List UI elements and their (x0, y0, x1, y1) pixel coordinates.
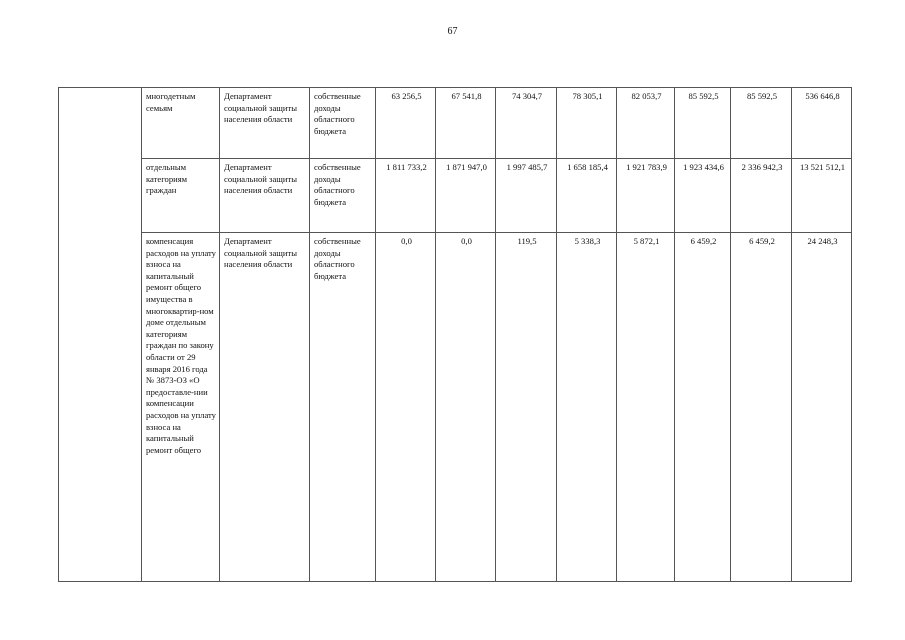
value-cell: 1 923 434,6 (675, 159, 731, 233)
value-cell: 0,0 (436, 233, 496, 582)
value-cell: 63 256,5 (376, 88, 436, 159)
total-cell: 536 646,8 (792, 88, 852, 159)
table-row (59, 88, 852, 159)
executor-cell: Департамент социальной защиты населения области (220, 88, 310, 159)
budget-table (58, 87, 852, 582)
value-cell: 1 997 485,7 (496, 159, 557, 233)
value-cell: 85 592,5 (675, 88, 731, 159)
value-cell: 2 336 942,3 (731, 159, 792, 233)
value-cell: 6 459,2 (731, 233, 792, 582)
value-cell: 119,5 (496, 233, 557, 582)
page-number: 67 (447, 26, 458, 37)
total-cell: 13 521 512,1 (792, 159, 852, 233)
funding-source-cell: собственные доходы областного бюджета (310, 88, 376, 159)
total-cell: 24 248,3 (792, 233, 852, 582)
value-cell: 1 871 947,0 (436, 159, 496, 233)
value-cell: 74 304,7 (496, 88, 557, 159)
table-row (59, 159, 852, 233)
value-cell: 0,0 (376, 233, 436, 582)
value-cell: 1 658 185,4 (557, 159, 617, 233)
value-cell: 1 811 733,2 (376, 159, 436, 233)
value-cell: 5 338,3 (557, 233, 617, 582)
value-cell: 78 305,1 (557, 88, 617, 159)
executor-cell: Департамент социальной защиты населения области (220, 159, 310, 233)
value-cell: 85 592,5 (731, 88, 792, 159)
value-cell: 5 872,1 (617, 233, 675, 582)
value-cell: 67 541,8 (436, 88, 496, 159)
executor-cell: Департамент социальной защиты населения области (220, 233, 310, 582)
value-cell: 1 921 783,9 (617, 159, 675, 233)
value-cell: 82 053,7 (617, 88, 675, 159)
description-cell: многодетным семьям (142, 88, 220, 159)
funding-source-cell: собственные доходы областного бюджета (310, 159, 376, 233)
description-cell: отдельным категориям граждан (142, 159, 220, 233)
description-cell: компенсация расходов на уплату взноса на капитальный ремонт общего имущества в многоквартир-ном доме отдельным категориям граждан по закону области от 29 января 2016 года № 3873-ОЗ «О предоставле-нии компенсации расходов на уплату взноса на капитальный ремонт общего (142, 233, 220, 582)
value-cell: 6 459,2 (675, 233, 731, 582)
empty-column-cell (59, 88, 142, 582)
funding-source-cell: собственные доходы областного бюджета (310, 233, 376, 582)
table-row (59, 233, 852, 582)
